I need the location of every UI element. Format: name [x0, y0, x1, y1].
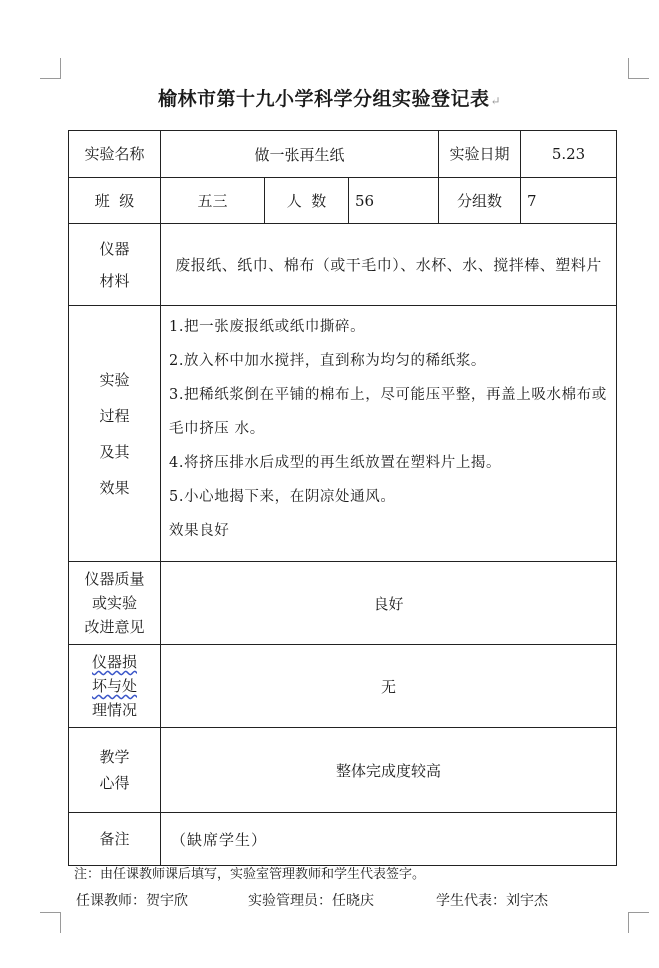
- table-row: [69, 224, 617, 306]
- group-count-label: 分组数: [439, 178, 521, 224]
- paragraph-mark-icon: ↵: [490, 94, 502, 108]
- document-title: [0, 84, 659, 111]
- table-row: [69, 131, 617, 178]
- manager-signature: 实验管理员：任晓庆: [248, 893, 374, 909]
- process-label-line: 过程: [99, 406, 130, 425]
- process-label: [69, 306, 161, 562]
- table-row: [69, 306, 617, 562]
- materials-label-line: 仪器: [99, 239, 130, 258]
- quality-label-line: 仪器质量: [84, 570, 145, 588]
- table-row: [69, 813, 617, 866]
- student-count-value[interactable]: 56: [349, 178, 439, 224]
- process-step: 5.小心地揭下来，在阴凉处通风。: [169, 489, 396, 505]
- crop-mark-top-right: [628, 58, 649, 79]
- experiment-register-table: [68, 130, 617, 866]
- damage-value[interactable]: 无: [161, 645, 617, 728]
- quality-label-line: 或实验: [91, 594, 137, 612]
- table-row: [69, 728, 617, 813]
- experiment-name-label: 实验名称: [69, 131, 161, 178]
- crop-mark-top-left: [40, 58, 61, 79]
- crop-mark-bottom-right: [628, 912, 649, 933]
- class-value[interactable]: 五三: [161, 178, 265, 224]
- teaching-notes-label-line: 教学: [99, 748, 130, 766]
- footnote: 注：由任课教师课后填写，实验室管理教师和学生代表签字。: [74, 867, 426, 882]
- table-row: [69, 178, 617, 224]
- materials-value[interactable]: 废报纸、纸巾、棉布（或干毛巾）、水杯、水、搅拌棒、塑料片: [161, 224, 617, 306]
- experiment-name-value[interactable]: 做一张再生纸: [161, 131, 439, 178]
- quality-label-line: 改进意见: [84, 618, 145, 636]
- remarks-label: 备注: [69, 813, 161, 866]
- experiment-date-label: 实验日期: [439, 131, 521, 178]
- remarks-value[interactable]: （缺席学生）: [161, 813, 617, 866]
- student-count-label: 人 数: [265, 178, 349, 224]
- damage-label: [69, 645, 161, 728]
- process-label-line: 及其: [99, 442, 130, 461]
- process-value[interactable]: [161, 306, 617, 562]
- damage-label-line: 仪器损: [91, 653, 137, 671]
- materials-label-line: 材料: [99, 271, 130, 290]
- damage-label-line: 理情况: [91, 701, 137, 719]
- document-title-text: 榆林市第十九小学科学分组实验登记表: [157, 88, 490, 110]
- process-step: 4.将挤压排水后成型的再生纸放置在塑料片上揭。: [169, 455, 502, 471]
- process-label-line: 效果: [99, 478, 130, 497]
- teacher-signature: 任课教师：贺宇欣: [76, 893, 188, 909]
- table-row: [69, 562, 617, 645]
- damage-label-line: 坏与处: [91, 677, 137, 695]
- class-label: 班 级: [69, 178, 161, 224]
- student-signature: 学生代表：刘宇杰: [436, 893, 548, 909]
- experiment-date-value[interactable]: 5.23: [521, 131, 617, 178]
- quality-value[interactable]: 良好: [161, 562, 617, 645]
- process-label-line: 实验: [99, 370, 130, 389]
- process-step: 1.把一张废报纸或纸巾撕碎。: [169, 319, 366, 335]
- process-result: 效果良好: [169, 523, 230, 539]
- crop-mark-bottom-left: [40, 912, 61, 933]
- process-step: 2.放入杯中加水搅拌，直到称为均匀的稀纸浆。: [169, 353, 487, 369]
- teaching-notes-label: [69, 728, 161, 813]
- quality-label: [69, 562, 161, 645]
- teaching-notes-value[interactable]: 整体完成度较高: [161, 728, 617, 813]
- process-step: 3.把稀纸浆倒在平铺的棉布上，尽可能压平整，再盖上吸水棉布或毛巾挤压 水。: [169, 387, 607, 437]
- materials-label: [69, 224, 161, 306]
- group-count-value[interactable]: 7: [521, 178, 617, 224]
- teaching-notes-label-line: 心得: [99, 774, 130, 792]
- table-row: [69, 645, 617, 728]
